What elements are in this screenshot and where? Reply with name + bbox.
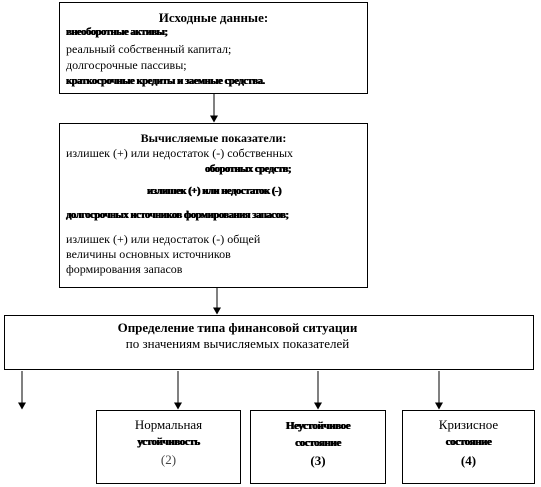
calculated-indicators-title: Вычисляемые показатели: <box>140 131 287 145</box>
initial-data-item: реальный собственный капитал; <box>66 42 232 56</box>
financial-situation-title: Определение типа финансовой ситуации <box>117 320 358 335</box>
outcome-unstable-box <box>250 410 386 484</box>
calculated-indicators-box <box>59 123 368 288</box>
indicator-line: формирования запасов <box>66 262 183 276</box>
initial-data-title: Исходные данные: <box>158 10 269 25</box>
outcome-crisis-line1: Кризисное <box>438 417 499 432</box>
financial-situation-subtitle: по значениям вычисляемых показателей <box>125 336 350 351</box>
outcome-unstable-line2: состояние <box>295 437 341 449</box>
indicator-line: оборотных средств; <box>205 164 291 175</box>
outcome-unstable-number: (3) <box>310 453 326 468</box>
outcome-crisis-line2: состояние <box>445 436 492 448</box>
initial-data-item: внеоборотные активы; <box>66 27 168 38</box>
outcome-normal-line1: Нормальная <box>134 417 203 432</box>
outcome-normal-line2: устойчивость <box>137 436 200 448</box>
financial-situation-box <box>4 315 534 370</box>
indicator-line: долгосрочных источников формирования запасов; <box>66 210 289 221</box>
initial-data-box <box>59 2 368 94</box>
indicator-line: излишек (+) или недостаток (-) общей <box>66 232 261 246</box>
outcome-crisis-box <box>402 410 535 484</box>
outcome-normal-number: (2) <box>160 452 177 467</box>
indicator-line: излишек (+) или недостаток (-) <box>147 186 282 197</box>
initial-data-item: краткосрочные кредиты и заемные средства. <box>66 76 265 87</box>
outcome-crisis-number: (4) <box>460 453 477 468</box>
initial-data-item: долгосрочные пассивы; <box>66 58 187 72</box>
indicator-line: излишек (+) или недостаток (-) собственных <box>66 146 294 160</box>
indicator-line: величины основных источников <box>66 247 231 261</box>
outcome-normal-box <box>96 410 241 484</box>
outcome-unstable-line1: Неустойчивое <box>285 420 351 432</box>
